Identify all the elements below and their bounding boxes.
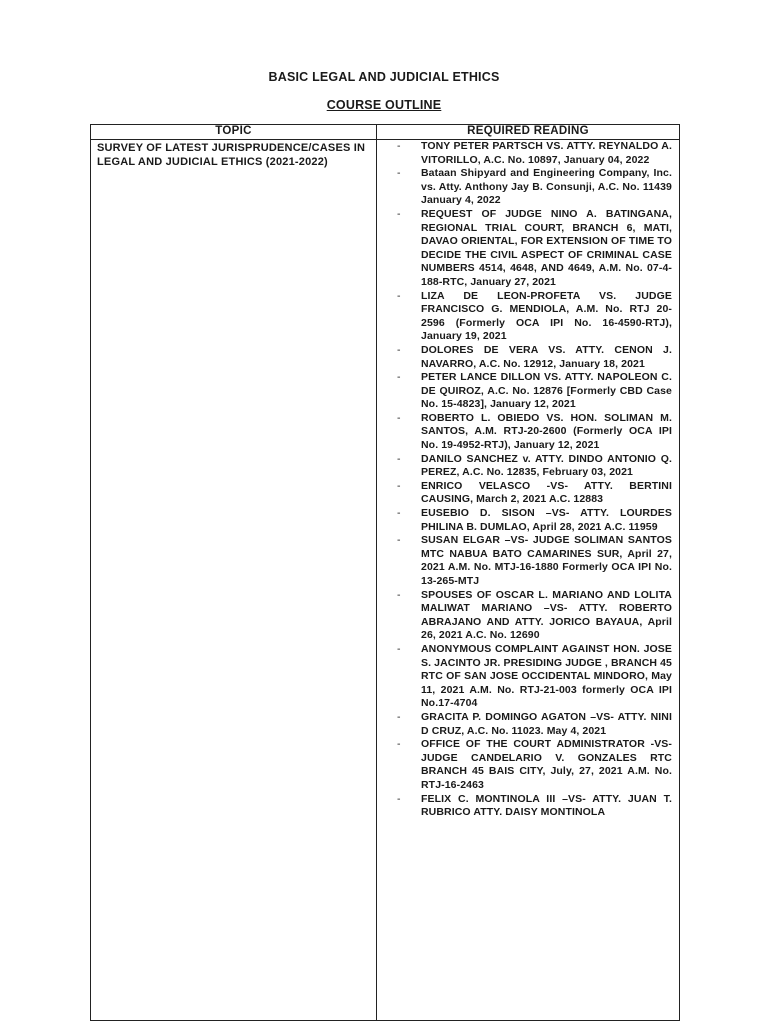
header-topic: TOPIC [91, 125, 377, 140]
list-bullet: - [397, 411, 401, 424]
list-item-text: SPOUSES OF OSCAR L. MARIANO AND LOLITA MALIWAT MARIANO –VS- ATTY. ROBERTO ABRAJANO AND ATTY. JORICO BAYAUA, April 26, 2021 A.C. No. 12690 [421, 588, 672, 642]
list-item [377, 344, 679, 371]
list-bullet: - [397, 371, 401, 384]
list-item-text: ENRICO VELASCO -VS- ATTY. BERTINI CAUSING, March 2, 2021 A.C. 12883 [421, 479, 672, 506]
list-bullet: - [397, 343, 401, 356]
list-item [377, 453, 679, 480]
list-item [377, 534, 679, 588]
document-title: BASIC LEGAL AND JUDICIAL ETHICS [268, 70, 500, 84]
list-item-text: GRACITA P. DOMINGO AGATON –VS- ATTY. NINI D CRUZ, A.C. No. 11023. May 4, 2021 [421, 710, 672, 737]
list-bullet: - [397, 710, 401, 723]
list-item [377, 371, 679, 412]
list-item [377, 507, 679, 534]
list-bullet: - [397, 738, 401, 751]
list-item [377, 480, 679, 507]
list-bullet: - [397, 479, 401, 492]
list-bullet: - [397, 534, 401, 547]
list-bullet: - [397, 588, 401, 601]
list-item [377, 167, 679, 208]
list-item-text: ROBERTO L. OBIEDO VS. HON. SOLIMAN M. SANTOS, A.M. RTJ-20-2600 (Formerly OCA IPI No. 19-4952-RTJ), January 12, 2021 [421, 411, 672, 452]
list-item-text: DOLORES DE VERA VS. ATTY. CENON J. NAVARRO, A.C. No. 12912, January 18, 2021 [421, 343, 672, 370]
list-item [377, 140, 679, 167]
table-header-row [91, 125, 680, 140]
list-bullet: - [397, 642, 401, 655]
list-bullet: - [397, 167, 401, 180]
list-item [377, 290, 679, 344]
list-item-text: ANONYMOUS COMPLAINT AGAINST HON. JOSE S. JACINTO JR. PRESIDING JUDGE , BRANCH 45 RTC OF SAN JOSE OCCIDENTAL MINDORO, May 11, 2021 A.M. No. RTJ-21-003 formerly OCA IPI No.17-4704 [421, 642, 672, 710]
required-reading-cell [377, 140, 680, 1021]
list-bullet: - [397, 507, 401, 520]
list-item-text: REQUEST OF JUDGE NINO A. BATINGANA, REGIONAL TRIAL COURT, BRANCH 6, MATI, DAVAO ORIENTAL, FOR EXTENSION OF TIME TO DECIDE THE CIVIL ASPECT OF CRIMINAL CASE NUMBERS 4514, 4648, AND 4649, A.M. No. 07-4-188-RTC, January 27, 2021 [421, 207, 672, 288]
list-item [377, 208, 679, 290]
course-outline-table [90, 124, 680, 1021]
list-item [377, 711, 679, 738]
topic-cell: SURVEY OF LATEST JURISPRUDENCE/CASES IN LEGAL AND JUDICIAL ETHICS (2021-2022) [91, 140, 377, 1021]
list-item-text: DANILO SANCHEZ v. ATTY. DINDO ANTONIO Q. PEREZ, A.C. No. 12835, February 03, 2021 [421, 452, 672, 479]
table-row [91, 140, 680, 1021]
list-item-text: TONY PETER PARTSCH VS. ATTY. REYNALDO A. VITORILLO, A.C. No. 10897, January 04, 2022 [421, 140, 672, 166]
header-required-reading: REQUIRED READING [377, 125, 680, 140]
list-item-text: LIZA DE LEON-PROFETA VS. JUDGE FRANCISCO G. MENDIOLA, A.M. No. RTJ 20-2596 (Formerly OCA IPI No. 16-4590-RTJ), January 19, 2021 [421, 289, 672, 343]
list-item-text: OFFICE OF THE COURT ADMINISTRATOR -VS- JUDGE CANDELARIO V. GONZALES RTC BRANCH 45 BAIS CITY, July, 27, 2021 A.M. No. RTJ-16-2463 [421, 738, 672, 791]
document-subtitle: COURSE OUTLINE [326, 98, 442, 112]
list-item [377, 738, 679, 792]
list-item [377, 793, 679, 820]
list-item [377, 643, 679, 711]
list-bullet: - [397, 452, 401, 465]
readings-list [377, 140, 679, 820]
list-item-text: FELIX C. MONTINOLA III –VS- ATTY. JUAN T. RUBRICO ATTY. DAISY MONTINOLA [421, 792, 672, 819]
list-item [377, 412, 679, 453]
list-item-text: EUSEBIO D. SISON –VS- ATTY. LOURDES PHILINA B. DUMLAO, April 28, 2021 A.C. 11959 [421, 507, 672, 533]
list-item-text: PETER LANCE DILLON VS. ATTY. NAPOLEON C. DE QUIROZ, A.C. No. 12876 [Formerly CBD Case No. 15-4823], January 12, 2021 [421, 371, 672, 411]
list-item [377, 589, 679, 643]
list-bullet: - [397, 140, 401, 152]
list-bullet: - [397, 207, 401, 220]
list-item-text: SUSAN ELGAR –VS- JUDGE SOLIMAN SANTOS MTC NABUA BATO CAMARINES SUR, April 27, 2021 A.M. No. MTJ-16-1880 Formerly OCA IPI No. 13-265-MTJ [421, 534, 672, 587]
list-bullet: - [397, 792, 401, 805]
list-item-text: Bataan Shipyard and Engineering Company, Inc. vs. Atty. Anthony Jay B. Consunji, A.C. No. 11439 January 4, 2022 [421, 167, 672, 207]
list-bullet: - [397, 289, 401, 302]
